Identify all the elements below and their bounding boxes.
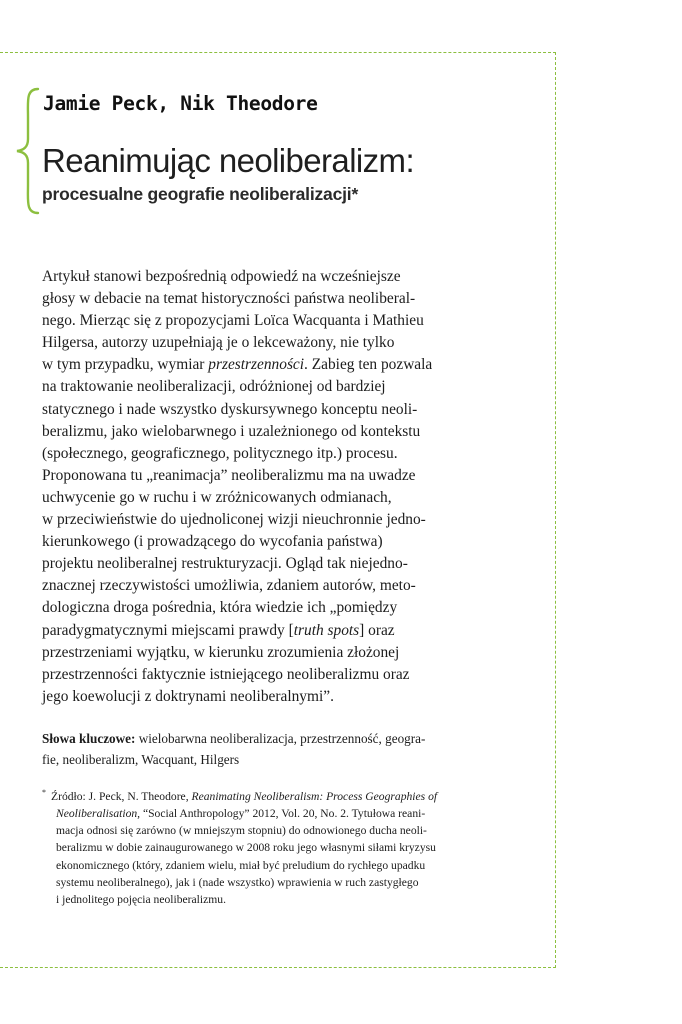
frame-bottom-dashed-border: [0, 967, 556, 968]
abstract-line: projektu neoliberalnej restrukturyzacji. Ogląd tak niejedno-: [42, 555, 408, 573]
article-subtitle: procesualne geografie neoliberalizacji*: [42, 184, 359, 204]
footnote-text: “Social Anthropology” 2012, Vol. 20, No. 2. Tytułowa reani-: [140, 807, 426, 821]
abstract-line: statycznego i nade wszystko dyskursywnego konceptu neoli-: [42, 400, 418, 418]
abstract-italic-term: truth spots: [293, 621, 360, 639]
abstract-paragraph: [42, 266, 512, 708]
footnote-line: systemu neoliberalnego), jak i (nade wszystko) wprawienia w ruch zastygłego: [56, 875, 419, 889]
keywords-text: wielobarwna neoliberalizacja, przestrzenność, geogra-: [135, 731, 426, 746]
abstract-line: jego koewolucji z doktrynami neoliberalnymi”.: [42, 687, 334, 705]
abstract-line: dologiczna droga pośrednia, która wiedzie ich „pomiędzy: [42, 599, 398, 617]
curly-brace-icon: [14, 87, 40, 215]
abstract-line: nego. Mierząc się z propozycjami Loïca Wacquanta i Mathieu: [42, 312, 424, 330]
article-authors: Jamie Peck, Nik Theodore: [43, 92, 318, 115]
keywords-section: [42, 729, 512, 770]
abstract-line: w przeciwieństwie do ujednoliconej wizji nieuchronnie jedno-: [42, 511, 426, 529]
abstract-line: (społecznego, geograficznego, politycznego itp.) procesu.: [42, 444, 398, 462]
abstract-line: przestrzeniami wyjątku, w kierunku zrozumienia złożonej: [42, 643, 400, 661]
abstract-italic-term: przestrzenności: [208, 356, 305, 374]
footnote-line: [42, 784, 512, 805]
footnote-italic-title: Neoliberalisation,: [56, 807, 141, 821]
article-title: Reanimując neoliberalizm:: [42, 142, 415, 179]
frame-right-dashed-border: [555, 52, 556, 968]
footnote-line: beralizmu w dobie zainaugurowanego w 2008 roku jego własnymi siłami kryzysu: [56, 841, 436, 855]
keywords-line: fie, neoliberalizm, Wacquant, Hilgers: [42, 751, 240, 767]
footnote-text: Źródło: J. Peck, N. Theodore,: [51, 789, 192, 803]
footnote-marker: *: [42, 788, 46, 797]
abstract-line: Proponowana tu „reanimacja” neoliberalizmu ma na uwadze: [42, 466, 416, 484]
frame-top-dashed-border: [0, 52, 556, 53]
abstract-text: w tym przypadku, wymiar: [42, 356, 209, 374]
abstract-line: na traktowanie neoliberalizacji, odróżnionej od bardziej: [42, 378, 386, 396]
abstract-line: znacznej rzeczywistości umożliwia, zdaniem autorów, meto-: [42, 577, 416, 595]
abstract-line: [42, 620, 512, 642]
footnote-line: i jednolitego pojęcia neoliberalizmu.: [56, 893, 226, 907]
footnote-line: macja odnosi się zarówno (w mniejszym stopniu) do odnowionego ducha neoli-: [56, 824, 427, 838]
footnote-line: [42, 805, 512, 822]
abstract-line: kierunkowego (i prowadzącego do wycofania państwa): [42, 533, 383, 551]
abstract-text: . Zabieg ten pozwala: [304, 356, 433, 374]
abstract-line: uchwycenie go w ruchu i w zróżnicowanych odmianach,: [42, 488, 392, 506]
abstract-text: ] oraz: [359, 621, 395, 639]
source-footnote: [42, 784, 512, 908]
abstract-line: Hilgersa, autorzy uzupełniają je o lekceważony, nie tylko: [42, 334, 395, 352]
abstract-text: paradygmatycznymi miejscami prawdy [: [42, 621, 294, 639]
abstract-line: beralizmu, jako wielobarwnego i uzależnionego od kontekstu: [42, 422, 421, 440]
abstract-line: przestrzenności faktycznie istniejącego neoliberalizmu oraz: [42, 665, 410, 683]
keywords-line: [42, 729, 512, 750]
footnote-line: ekonomicznego (który, zdaniem wielu, miał być preludium do rychłego upadku: [56, 858, 426, 872]
footnote-italic-title: Reanimating Neoliberalism: Process Geographies of: [191, 789, 438, 803]
abstract-line: głosy w debacie na temat historyczności państwa neoliberal-: [42, 290, 416, 308]
keywords-label: Słowa kluczowe:: [42, 731, 136, 746]
abstract-line: [42, 354, 512, 376]
abstract-line: Artykuł stanowi bezpośrednią odpowiedź na wcześniejsze: [42, 268, 401, 285]
